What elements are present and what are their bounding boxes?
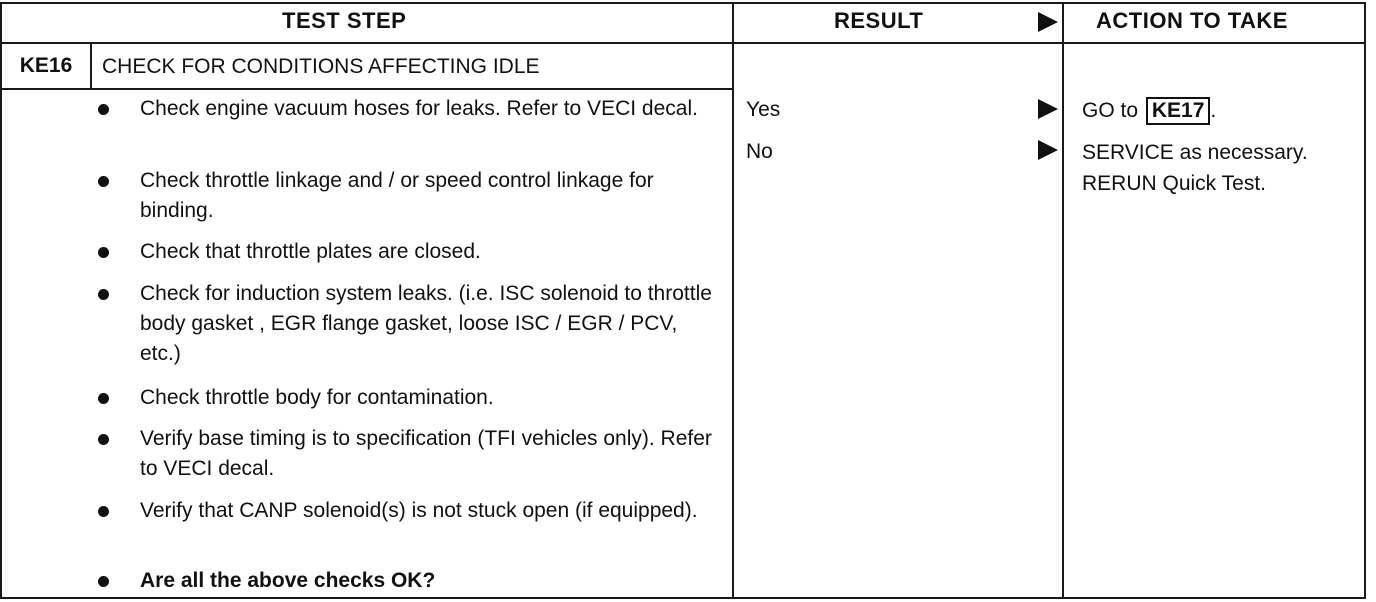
check-item — [96, 166, 716, 226]
result-column-divider — [732, 2, 734, 599]
check-item — [96, 237, 481, 267]
check-text: Check throttle linkage and / or speed control linkage for binding. — [140, 169, 654, 222]
step-title-bottom-rule — [0, 88, 734, 90]
check-text: Verify that CANP solenoid(s) is not stuck open (if equipped). — [140, 499, 698, 522]
check-question — [96, 566, 435, 596]
top-rule — [0, 2, 1366, 4]
check-item — [96, 383, 494, 413]
check-text: Check that throttle plates are closed. — [140, 240, 481, 263]
action-yes-prefix: GO to — [1082, 99, 1139, 122]
result-yes-arrow-icon — [1038, 99, 1058, 119]
step-title: CHECK FOR CONDITIONS AFFECTING IDLE — [102, 55, 540, 78]
bullet-icon — [98, 506, 109, 517]
header-result: RESULT — [834, 8, 924, 33]
action-yes — [1082, 95, 1362, 126]
check-text: Check for induction system leaks. (i.e. ISC solenoid to throttle body gasket , EGR flange gasket, loose ISC / EGR / PCV, etc.) — [140, 282, 712, 365]
check-item — [96, 94, 698, 124]
step-code: KE16 — [19, 54, 73, 77]
step-reference-link[interactable]: KE17 — [1146, 97, 1211, 125]
action-column-divider — [1062, 2, 1064, 599]
result-yes: Yes — [746, 98, 781, 121]
left-border — [0, 2, 2, 599]
check-text: Check throttle body for contamination. — [140, 386, 494, 409]
header-bottom-rule — [0, 42, 1366, 44]
header-test-step: TEST STEP — [282, 8, 407, 33]
bullet-icon — [98, 576, 109, 587]
header-action: ACTION TO TAKE — [1096, 8, 1288, 33]
result-no: No — [746, 140, 773, 163]
bullet-icon — [98, 289, 109, 300]
step-code-divider — [90, 44, 92, 90]
action-yes-suffix: . — [1210, 99, 1217, 122]
check-item — [96, 279, 716, 369]
check-text: Check engine vacuum hoses for leaks. Refer to VECI decal. — [140, 97, 698, 120]
bottom-rule — [0, 597, 1366, 599]
bullet-icon — [98, 393, 109, 404]
check-text: Verify base timing is to specification (TFI vehicles only). Refer to VECI decal. — [140, 427, 712, 480]
check-item — [96, 424, 716, 484]
bullet-icon — [98, 247, 109, 258]
check-question-text: Are all the above checks OK? — [140, 569, 436, 592]
bullet-icon — [98, 104, 109, 115]
action-no: SERVICE as necessary. RERUN Quick Test. — [1082, 141, 1308, 195]
bullet-icon — [98, 176, 109, 187]
bullet-icon — [98, 434, 109, 445]
right-border — [1364, 2, 1366, 599]
header-arrow-icon — [1038, 12, 1058, 32]
check-item — [96, 496, 698, 526]
result-no-arrow-icon — [1038, 140, 1058, 160]
